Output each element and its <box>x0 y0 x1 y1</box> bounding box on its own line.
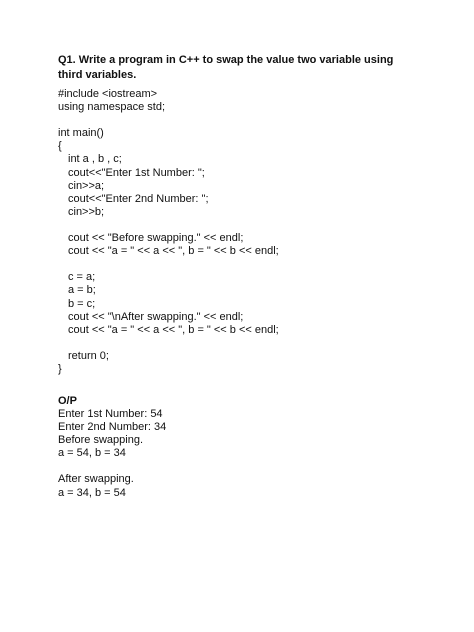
output-line <box>58 460 166 473</box>
code-line: cout << "Before swapping." << endl; <box>68 232 244 245</box>
code-line: cout << "a = " << a << ", b = " << b << endl; <box>68 323 279 336</box>
code-line: int a , b , c; <box>68 153 122 166</box>
code-line: cin>>b; <box>68 205 105 218</box>
code-line <box>58 258 279 271</box>
code-line: a = b; <box>68 284 96 297</box>
output-line: a = 54, b = 34 <box>58 447 126 460</box>
code-line: cin>>a; <box>68 179 105 192</box>
code-line: cout << "\nAfter swapping." << endl; <box>68 310 244 323</box>
output-line: Enter 2nd Number: 34 <box>58 421 167 434</box>
code-line: int main() <box>58 127 104 140</box>
code-line: } <box>58 362 62 375</box>
question-heading: Q1. Write a program in C++ to swap the value two variable using third variables. <box>58 54 394 81</box>
code-line: using namespace std; <box>58 101 166 114</box>
code-line <box>58 219 279 232</box>
code-line: return 0; <box>68 349 109 362</box>
output-block <box>58 408 166 500</box>
output-line: Before swapping. <box>58 434 143 447</box>
output-line: a = 34, b = 54 <box>58 486 126 499</box>
code-line: #include <iostream> <box>58 88 158 100</box>
code-line: { <box>58 140 62 153</box>
code-line: cout << "a = " << a << ", b = " << b << endl; <box>68 245 279 258</box>
code-line: cout<<"Enter 1st Number: "; <box>68 166 205 179</box>
output-line: After swapping. <box>58 473 134 486</box>
code-line <box>58 114 279 127</box>
code-line: c = a; <box>68 271 96 284</box>
output-line: Enter 1st Number: 54 <box>58 408 163 420</box>
code-block <box>58 88 279 376</box>
code-line <box>58 337 279 350</box>
output-heading: O/P <box>58 395 77 407</box>
code-line: b = c; <box>68 297 96 310</box>
code-line: cout<<"Enter 2nd Number: "; <box>68 192 209 205</box>
